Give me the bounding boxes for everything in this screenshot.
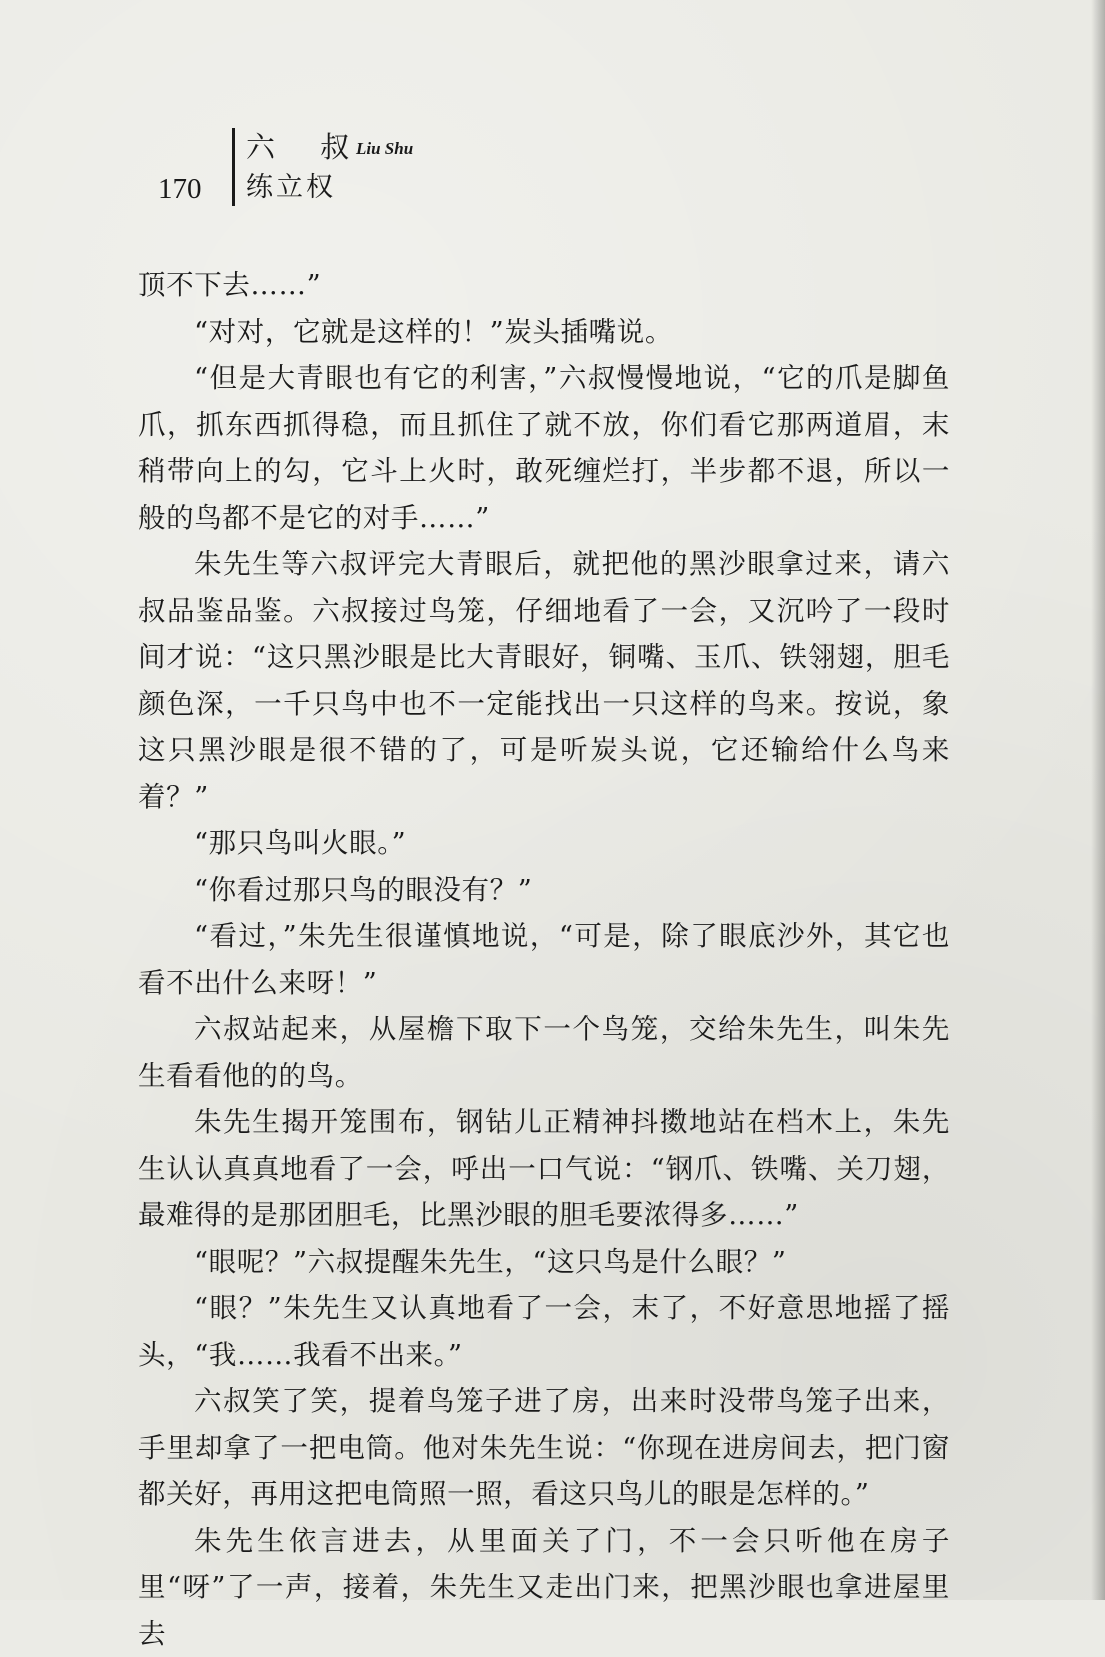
paragraph: “那只鸟叫火眼。” <box>138 820 950 867</box>
paragraph: “眼？”朱先生又认真地看了一会，末了，不好意思地摇了摇头，“我……我看不出来。” <box>138 1285 950 1378</box>
running-author: 练立权 <box>246 171 336 205</box>
paragraph: “你看过那只鸟的眼没有？” <box>138 867 950 914</box>
paragraph: “看过，”朱先生很谨慎地说，“可是，除了眼底沙外，其它也看不出什么来呀！” <box>138 913 950 1006</box>
page-edge-shadow <box>1091 0 1105 1600</box>
paragraph: 朱先生等六叔评完大青眼后，就把他的黑沙眼拿过来，请六叔品鉴品鉴。六叔接过鸟笼，仔细地看了一会，又沉吟了一段时间才说：“这只黑沙眼是比大青眼好，铜嘴、玉爪、铁翎翅，胆毛颜色深，一千只鸟中也不一定能找出一只这样的鸟来。按说，象这只黑沙眼是很不错的了，可是听炭头说，它还输给什么鸟来着？” <box>138 541 950 820</box>
running-title: 六 叔 <box>246 130 367 164</box>
paragraph: “眼呢？”六叔提醒朱先生，“这只鸟是什么眼？” <box>138 1239 950 1286</box>
paragraph: 六叔笑了笑，提着鸟笼子进了房，出来时没带鸟笼子出来，手里却拿了一把电筒。他对朱先生说：“你现在进房间去，把门窗都关好，再用这把电筒照一照，看这只鸟儿的眼是怎样的。” <box>138 1378 950 1518</box>
page-number: 170 <box>158 172 202 206</box>
header-divider <box>232 128 235 206</box>
paragraph: “但是大青眼也有它的利害，”六叔慢慢地说，“它的爪是脚鱼爪，抓东西抓得稳，而且抓住了就不放，你们看它那两道眉，末稍带向上的勾，它斗上火时，敢死缠烂打，半步都不退，所以一般的鸟都不是它的对手……” <box>138 355 950 541</box>
paragraph: 朱先生揭开笼围布，钢钻儿正精神抖擞地站在档木上，朱先生认认真真地看了一会，呼出一口气说：“钢爪、铁嘴、关刀翅，最难得的是那团胆毛，比黑沙眼的胆毛要浓得多……” <box>138 1099 950 1239</box>
paragraph: “对对，它就是这样的！”炭头插嘴说。 <box>138 309 950 356</box>
body-text <box>138 262 950 1657</box>
paragraph: 六叔站起来，从屋檐下取下一个鸟笼，交给朱先生，叫朱先生看看他的的鸟。 <box>138 1006 950 1099</box>
paragraph: 朱先生依言进去，从里面关了门，不一会只听他在房子里“呀”了一声，接着，朱先生又走出门来，把黑沙眼也拿进屋里去 <box>138 1518 950 1657</box>
paragraph: 顶不下去……” <box>138 262 950 309</box>
running-title-pinyin: Liu Shu <box>356 136 413 162</box>
